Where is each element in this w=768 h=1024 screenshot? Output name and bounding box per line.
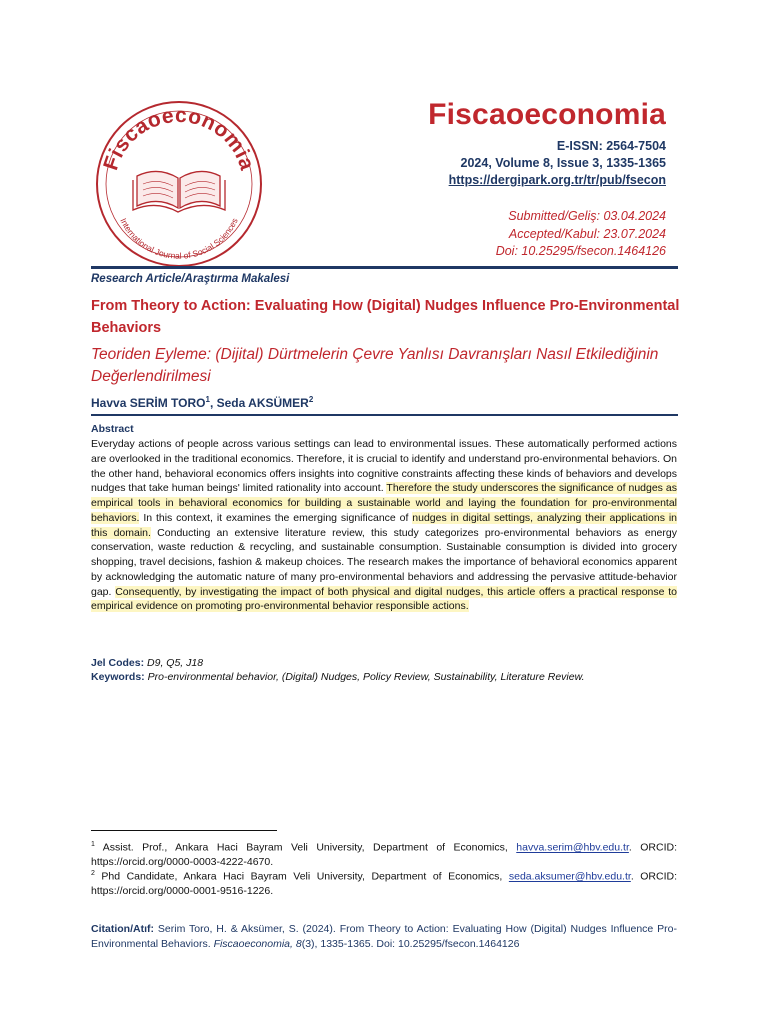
citation: Citation/Atıf: Serim Toro, H. & Aksümer, S. (2024). From Theory to Action: Evaluating How (Digital) Nudges Influence Pro-Environmental Behaviors. Fiscaoeconomia, 8(3), 1335-1365. Doi: 10.25295/fsecon.1464126 xyxy=(91,923,677,950)
accepted-line: Accepted/Kabul: 23.07.2024 xyxy=(508,227,666,241)
footnote-1: $^1$ Assist. Prof., Ankara Haci Bayram Veli University, Department of Economics, havva.serim@hbv.edu.tr. ORCID: https://orcid.org/0000-0003-4222-4670. xyxy=(91,841,677,868)
journal-title: Fiscaoeconomia xyxy=(428,98,666,131)
journal-url-link[interactable]: https://dergipark.org.tr/tr/pub/fsecon xyxy=(448,173,666,187)
journal-logo xyxy=(92,98,266,268)
doi-value[interactable]: 10.25295/fsecon.1464126 xyxy=(521,244,666,258)
article-type: Research Article/Araştırma Makalesi xyxy=(91,273,290,285)
author-2-email-link[interactable]: seda.aksumer@hbv.edu.tr xyxy=(508,870,631,883)
abstract-highlight: Consequently, by investigating the impact of both physical and digital nudges, this article offers a practical response to empirical evidence on promoting pro-environmental behavior responsible actions. xyxy=(91,585,677,613)
keywords: Keywords: Pro-environmental behavior, (Digital) Nudges, Policy Review, Sustainability, Literature Review. xyxy=(91,671,585,683)
footnote-divider xyxy=(91,830,277,831)
logo-arc-text: Fiscaoeconomia xyxy=(99,103,259,174)
footnote-2: $^2$ Phd Candidate, Ankara Haci Bayram Veli University, Department of Economics, seda.aksumer@hbv.edu.tr. ORCID: https://orcid.org/0000-0001-9516-1226. xyxy=(91,870,677,897)
author-2: Seda AKSÜMER xyxy=(216,396,309,410)
author-1-email-link[interactable]: havva.serim@hbv.edu.tr xyxy=(516,841,629,854)
author-1: Havva SERİM TORO xyxy=(91,396,206,410)
abstract-highlight: Therefore the study underscores the significance of nudges as empirical tools in behavioral economics for building a sustainable world and laying the foundation for pro-environmental behaviors. xyxy=(91,482,678,524)
volume-info: 2024, Volume 8, Issue 3, 1335-1365 xyxy=(460,156,666,170)
logo-ring-text: International Journal of Social Sciences xyxy=(118,216,240,261)
open-book-icon xyxy=(133,171,225,212)
abstract-text: Everyday actions of people across various settings can lead to environmental issues. These automatically performed actions are overlooked in the traditional economics. Therefore, it is crucial to identify and understand pro-environmental behaviors. On the other hand, behavioral economics offers insights into cognitive constraints affecting these kinds of behaviors and develops nudges that take human beings' limited rationality into account. Therefore the study underscores the significance of nudges as empirical tools in behavioral economics for building a sustainable world and laying the foundation for pro-environmental behaviors. In this context, it examines the emerging significance of nudges in digital settings, analyzing their applications in this domain. Conducting an extensive literature review, this study categorizes pro-environmental behaviors as energy conservation, waste reduction & recycling, and sustainable consumption. Sustainable consumption is divided into grocery shopping, travel decisions, fashion & makeup choices. The research makes the importance of behavioral economics apparent by acknowledging the automatic nature of many pro-environmental behaviors and addressing the pervasive attitude-behavior gap. Consequently, by investigating the impact of both physical and digital nudges, this article offers a practical response to empirical evidence on promoting pro-environmental behavior responsible actions. xyxy=(91,438,678,613)
submitted-date: 03.04.2024 xyxy=(603,209,666,223)
accepted-date: 23.07.2024 xyxy=(603,227,666,241)
eissn: E-ISSN: 2564-7504 xyxy=(556,139,666,153)
header-divider xyxy=(91,266,678,269)
article-title-en: From Theory to Action: Evaluating How (Digital) Nudges Influence Pro-Environmental Behaviors xyxy=(91,298,680,336)
authors-divider xyxy=(91,414,678,416)
doi-line: Doi: 10.25295/fsecon.1464126 xyxy=(495,244,666,258)
authors: Havva SERİM TORO$^1$, Seda AKSÜMER$^2$ xyxy=(91,395,314,410)
abstract-highlight: nudges in digital settings, analyzing their applications in this domain. xyxy=(91,511,677,539)
jel-codes: Jel Codes: D9, Q5, J18 xyxy=(91,657,204,669)
submitted-line: Submitted/Geliş: 03.04.2024 xyxy=(508,209,666,223)
abstract-heading: Abstract xyxy=(91,423,134,435)
article-title-tr: Teoriden Eyleme: (Dijital) Dürtmelerin Çevre Yanlısı Davranışları Nasıl Etkilediğinin Değerlendirilmesi xyxy=(91,346,659,385)
